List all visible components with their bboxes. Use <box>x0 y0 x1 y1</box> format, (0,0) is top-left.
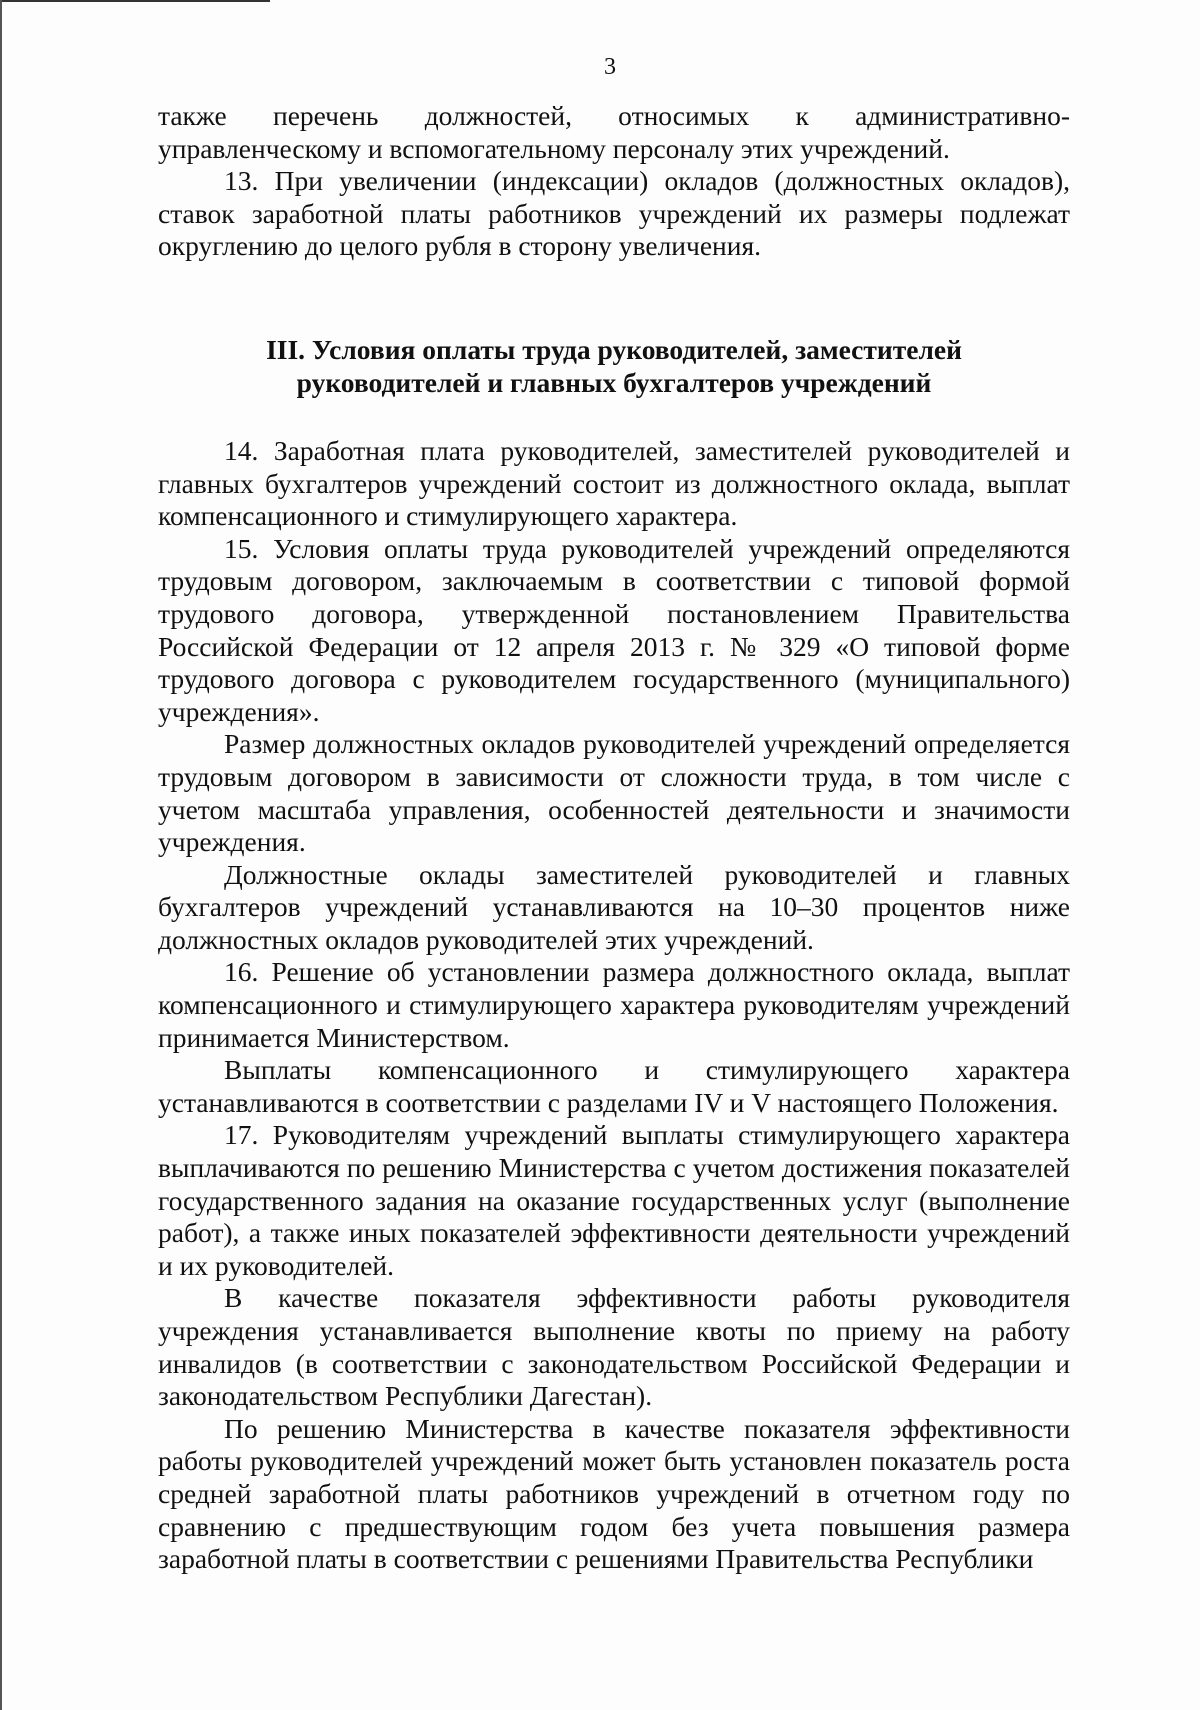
paragraph: Размер должностных окладов руководителей учреждений определяется трудовым договором в зависимости от сложности труда, в том числе с учетом масштаба управления, особенностей деятельности и значимости учреждения. <box>158 728 1070 858</box>
paragraph: 14. Заработная плата руководителей, заместителей руководителей и главных бухгалтеров учреждений состоит из должностного оклада, выплат компенсационного и стимулирующего характера. <box>158 434 1070 532</box>
paragraph: Должностные оклады заместителей руководителей и главных бухгалтеров учреждений устанавливаются на 10–30 процентов ниже должностных окладов руководителей этих учреждений. <box>158 858 1070 955</box>
paragraph: 17. Руководителям учреждений выплаты стимулирующего характера выплачиваются по решению Министерства с учетом достижения показателей государственного задания на оказание государственных услуг (выполнение работ), а также иных показателей эффективности деятельности учреждений и их руководителей. <box>158 1119 1070 1281</box>
section-heading-line: руководителей и главных бухгалтеров учреждений <box>296 366 932 398</box>
section-heading <box>158 333 1070 399</box>
scan-edge-line <box>0 0 270 2</box>
paragraph: В качестве показателя эффективности работы руководителя учреждения устанавливается выполнение квоты по приему на работу инвалидов (в соответствии с законодательством Российской Федерации и законодательством Республики Дагестан). <box>158 1282 1070 1412</box>
paragraph: По решению Министерства в качестве показателя эффективности работы руководителей учреждений может быть установлен показатель роста средней заработной платы работников учреждений в отчетном году по сравнению с предшествующим годом без учета повышения размера заработной платы в соответствии с решениями Правительства Республики <box>158 1412 1070 1575</box>
scan-edge-line <box>0 0 2 1710</box>
page-number: 3 <box>604 54 616 80</box>
paragraph: 16. Решение об установлении размера должностного оклада, выплат компенсационного и стимулирующего характера руководителям учреждений принимается Министерством. <box>158 956 1070 1053</box>
paragraph: Выплаты компенсационного и стимулирующего характера устанавливаются в соответствии с разделами IV и V настоящего Положения. <box>158 1054 1070 1118</box>
section-heading-line: III. Условия оплаты труда руководителей, заместителей <box>266 333 962 365</box>
paragraph: также перечень должностей, относимых к административно-управленческому и вспомогательному персоналу этих учреждений. <box>158 100 1070 164</box>
document-body <box>158 100 1070 1576</box>
paragraph: 15. Условия оплаты труда руководителей учреждений определяются трудовым договором, заключаемым в соответствии с типовой формой трудового договора, утвержденной постановлением Правительства Российской Федерации от 12 апреля 2013 г. № 329 «О типовой форме трудового договора с руководителем государственного (муниципального) учреждения». <box>158 532 1070 727</box>
paragraph: 13. При увеличении (индексации) окладов (должностных окладов), ставок заработной платы работников учреждений их размеры подлежат округлению до целого рубля в сторону увеличения. <box>158 165 1070 262</box>
